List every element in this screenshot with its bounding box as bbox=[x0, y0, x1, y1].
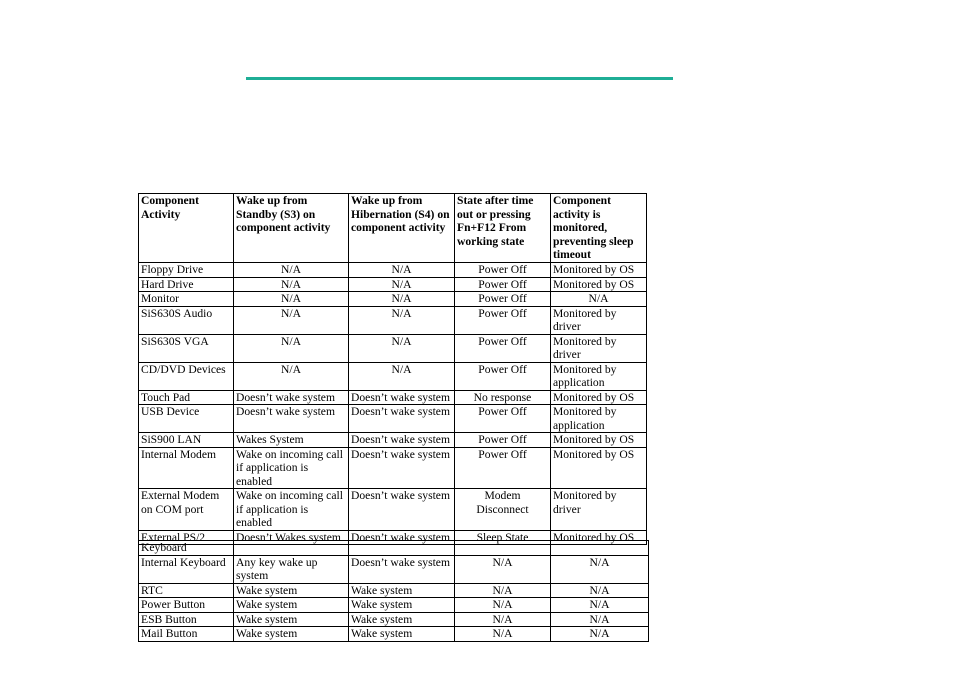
cell-component: SiS630S Audio bbox=[139, 306, 234, 334]
cell-wake-standby: N/A bbox=[234, 263, 349, 278]
cell-wake-hibernation: N/A bbox=[349, 277, 455, 292]
table-row bbox=[139, 263, 647, 278]
cell-component: CD/DVD Devices bbox=[139, 362, 234, 390]
table-row bbox=[139, 489, 647, 531]
cell-wake-standby: Wake system bbox=[234, 627, 349, 642]
cell-component: Monitor bbox=[139, 292, 234, 307]
cell-wake-standby: Any key wake up system bbox=[234, 555, 349, 583]
cell-state-after-timeout: N/A bbox=[455, 627, 551, 642]
cell-wake-standby bbox=[234, 541, 349, 556]
cell-state-after-timeout: Sleep State bbox=[455, 530, 551, 545]
table-row bbox=[139, 541, 649, 556]
cell-state-after-timeout: Power Off bbox=[455, 306, 551, 334]
cell-activity-monitored: Monitored by driver bbox=[551, 489, 647, 531]
header-activity-monitored: Component activity is monitored, preventing sleep timeout bbox=[551, 194, 647, 263]
table-row bbox=[139, 627, 649, 642]
table-row bbox=[139, 612, 649, 627]
table-body-bottom bbox=[139, 541, 649, 642]
table-row bbox=[139, 292, 647, 307]
cell-wake-hibernation: Doesn’t wake system bbox=[349, 405, 455, 433]
cell-activity-monitored: Monitored by OS bbox=[551, 447, 647, 489]
cell-state-after-timeout: No response bbox=[455, 390, 551, 405]
cell-wake-standby: N/A bbox=[234, 334, 349, 362]
cell-wake-hibernation: Doesn’t wake system bbox=[349, 530, 455, 545]
cell-wake-standby: Wake system bbox=[234, 583, 349, 598]
cell-wake-hibernation: Wake system bbox=[349, 627, 455, 642]
cell-wake-hibernation: N/A bbox=[349, 334, 455, 362]
cell-wake-standby: N/A bbox=[234, 292, 349, 307]
cell-activity-monitored: Monitored by application bbox=[551, 362, 647, 390]
cell-component: USB Device bbox=[139, 405, 234, 433]
cell-wake-standby: Wake system bbox=[234, 612, 349, 627]
cell-wake-standby: Doesn’t wake system bbox=[234, 405, 349, 433]
cell-wake-hibernation: N/A bbox=[349, 362, 455, 390]
cell-component: External PS/2 bbox=[139, 530, 234, 545]
cell-state-after-timeout: N/A bbox=[455, 612, 551, 627]
cell-state-after-timeout: Power Off bbox=[455, 405, 551, 433]
cell-activity-monitored: Monitored by OS bbox=[551, 530, 647, 545]
table-header-row bbox=[139, 194, 647, 263]
cell-wake-hibernation: N/A bbox=[349, 292, 455, 307]
cell-wake-standby: N/A bbox=[234, 362, 349, 390]
cell-wake-hibernation: Wake system bbox=[349, 583, 455, 598]
cell-wake-hibernation bbox=[349, 541, 455, 556]
table-row bbox=[139, 555, 649, 583]
cell-activity-monitored: N/A bbox=[551, 627, 649, 642]
cell-state-after-timeout: Power Off bbox=[455, 263, 551, 278]
cell-state-after-timeout: N/A bbox=[455, 555, 551, 583]
cell-wake-standby: Wake system bbox=[234, 598, 349, 613]
cell-state-after-timeout bbox=[455, 541, 551, 556]
cell-wake-standby: Doesn’t Wakes system bbox=[234, 530, 349, 545]
cell-component: ESB Button bbox=[139, 612, 234, 627]
cell-component: Keyboard bbox=[139, 541, 234, 556]
cell-component: Floppy Drive bbox=[139, 263, 234, 278]
cell-component: SiS900 LAN bbox=[139, 433, 234, 448]
cell-state-after-timeout: Modem Disconnect bbox=[455, 489, 551, 531]
table-row bbox=[139, 405, 647, 433]
cell-activity-monitored: N/A bbox=[551, 612, 649, 627]
cell-wake-hibernation: Wake system bbox=[349, 612, 455, 627]
cell-wake-hibernation: Doesn’t wake system bbox=[349, 489, 455, 531]
cell-state-after-timeout: Power Off bbox=[455, 447, 551, 489]
table-row bbox=[139, 306, 647, 334]
cell-component: Hard Drive bbox=[139, 277, 234, 292]
cell-wake-standby: N/A bbox=[234, 277, 349, 292]
header-state-after-timeout: State after time out or pressing Fn+F12 From working state bbox=[455, 194, 551, 263]
cell-activity-monitored: N/A bbox=[551, 598, 649, 613]
table-row bbox=[139, 390, 647, 405]
cell-activity-monitored: Monitored by OS bbox=[551, 263, 647, 278]
cell-wake-hibernation: Wake system bbox=[349, 598, 455, 613]
cell-component: Internal Modem bbox=[139, 447, 234, 489]
cell-activity-monitored bbox=[551, 541, 649, 556]
table-row bbox=[139, 583, 649, 598]
cell-wake-hibernation: N/A bbox=[349, 263, 455, 278]
cell-activity-monitored: N/A bbox=[551, 292, 647, 307]
cell-wake-hibernation: Doesn’t wake system bbox=[349, 555, 455, 583]
cell-wake-hibernation: Doesn’t wake system bbox=[349, 447, 455, 489]
cell-state-after-timeout: Power Off bbox=[455, 277, 551, 292]
cell-state-after-timeout: N/A bbox=[455, 598, 551, 613]
table-body-top bbox=[139, 263, 647, 545]
cell-activity-monitored: N/A bbox=[551, 555, 649, 583]
cell-activity-monitored: Monitored by OS bbox=[551, 433, 647, 448]
cell-wake-standby: Wake on incoming call if application is enabled bbox=[234, 447, 349, 489]
cell-component: RTC bbox=[139, 583, 234, 598]
cell-activity-monitored: Monitored by driver bbox=[551, 334, 647, 362]
cell-wake-standby: Wake on incoming call if application is enabled bbox=[234, 489, 349, 531]
cell-activity-monitored: Monitored by application bbox=[551, 405, 647, 433]
header-wake-hibernation: Wake up from Hibernation (S4) on component activity bbox=[349, 194, 455, 263]
cell-wake-standby: Wakes System bbox=[234, 433, 349, 448]
table-row bbox=[139, 598, 649, 613]
cell-activity-monitored: Monitored by OS bbox=[551, 277, 647, 292]
cell-activity-monitored: Monitored by OS bbox=[551, 390, 647, 405]
table-row bbox=[139, 433, 647, 448]
cell-wake-hibernation: Doesn’t wake system bbox=[349, 433, 455, 448]
cell-state-after-timeout: Power Off bbox=[455, 362, 551, 390]
cell-wake-standby: N/A bbox=[234, 306, 349, 334]
cell-wake-hibernation: Doesn’t wake system bbox=[349, 390, 455, 405]
cell-component: External Modem on COM port bbox=[139, 489, 234, 531]
cell-state-after-timeout: Power Off bbox=[455, 433, 551, 448]
header-wake-standby: Wake up from Standby (S3) on component activity bbox=[234, 194, 349, 263]
cell-wake-hibernation: N/A bbox=[349, 306, 455, 334]
cell-state-after-timeout: Power Off bbox=[455, 292, 551, 307]
cell-component: SiS630S VGA bbox=[139, 334, 234, 362]
cell-activity-monitored: Monitored by driver bbox=[551, 306, 647, 334]
table-row bbox=[139, 334, 647, 362]
teal-divider-line bbox=[246, 77, 673, 80]
table-row bbox=[139, 277, 647, 292]
cell-activity-monitored: N/A bbox=[551, 583, 649, 598]
cell-component: Internal Keyboard bbox=[139, 555, 234, 583]
cell-component: Touch Pad bbox=[139, 390, 234, 405]
power-management-table-continued bbox=[138, 540, 649, 642]
power-management-table bbox=[138, 193, 647, 545]
header-component-activity: Component Activity bbox=[139, 194, 234, 263]
cell-component: Power Button bbox=[139, 598, 234, 613]
table-row bbox=[139, 447, 647, 489]
cell-state-after-timeout: N/A bbox=[455, 583, 551, 598]
table-row bbox=[139, 362, 647, 390]
cell-wake-standby: Doesn’t wake system bbox=[234, 390, 349, 405]
cell-state-after-timeout: Power Off bbox=[455, 334, 551, 362]
cell-component: Mail Button bbox=[139, 627, 234, 642]
